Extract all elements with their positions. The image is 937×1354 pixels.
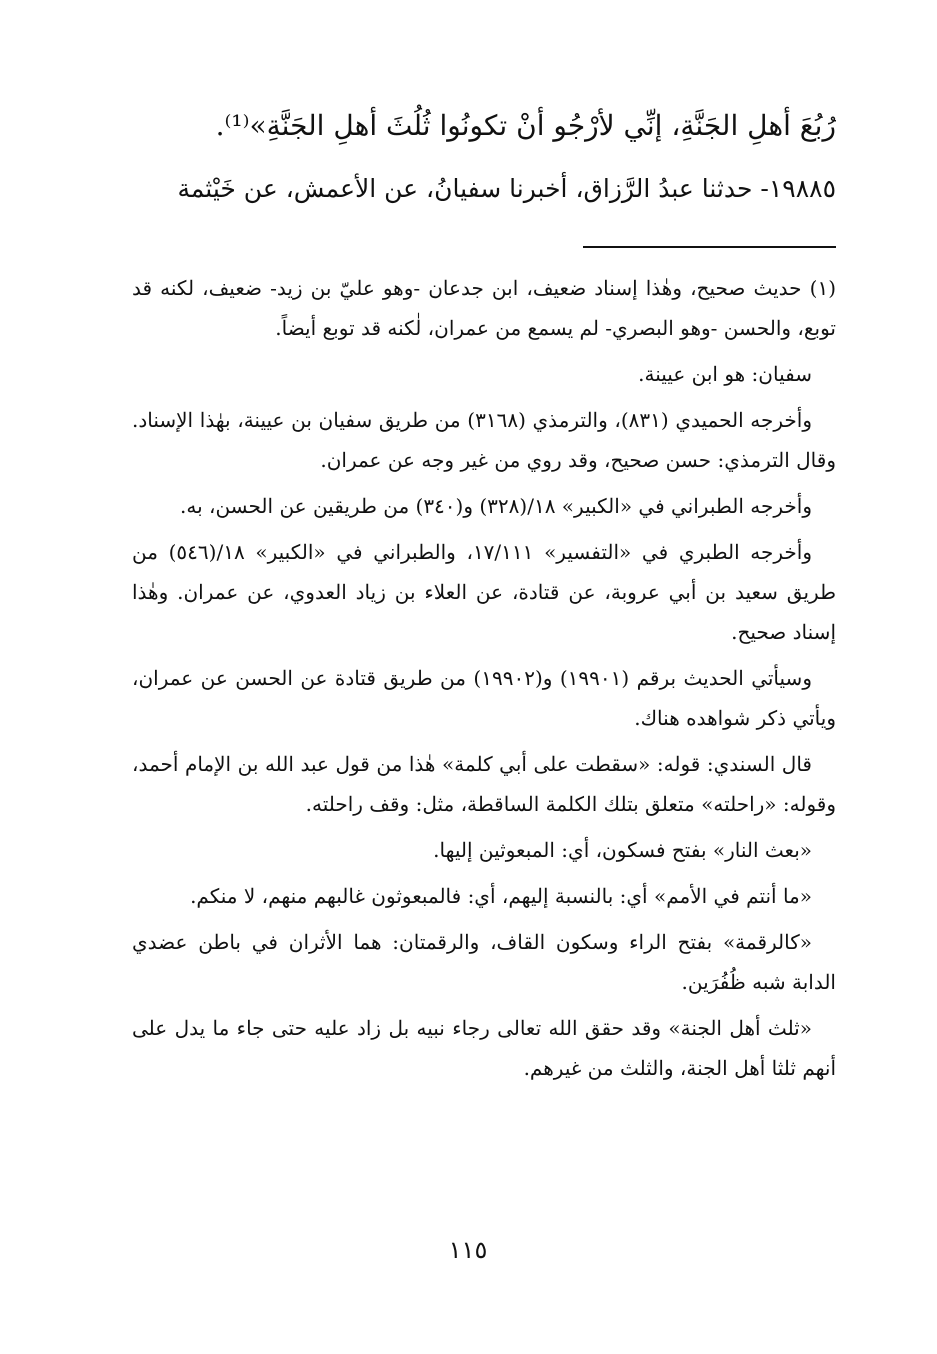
page-number: ١١٥ — [448, 1236, 488, 1264]
footnotes-section — [125, 268, 836, 1094]
footnote-paragraph-8: «بعث النار» بفتح فسكون، أي: المبعوثين إليها. — [433, 838, 812, 862]
main-text-line-1: رُبُعَ أهلِ الجَنَّةِ، إنِّي لأرْجُو أنْ تكونُوا ثُلُثَ أهلِ الجَنَّةِ»⁽¹⁾. — [215, 109, 836, 142]
footnote-paragraph-10: «كالرقمة» بفتح الراء وسكون القاف، والرقمتان: هما الأثران في باطن عضدي الدابة شبه ظُفُرَين. — [125, 930, 836, 994]
footnote-paragraph-7: قال السندي: قوله: «سقطت على أبي كلمة» هٰذا من قول عبد الله بن الإمام أحمد، وقوله: «راحلته» متعلق بتلك الكلمة الساقطة، مثل: وقف راحلته. — [125, 752, 836, 816]
footnote-paragraph-5: وأخرجه الطبري في «التفسير» ١٧/١١١، والطبراني في «الكبير» ١٨/(٥٤٦) من طريق سعيد بن أبي عروبة، عن قتادة، عن العلاء بن زياد العدوي، عن عمران. وهٰذا إسناد صحيح. — [125, 540, 836, 644]
footnote-paragraph-2: سفيان: هو ابن عيينة. — [638, 362, 812, 386]
footnote-paragraph-6: وسيأتي الحديث برقم (١٩٩٠١) و(١٩٩٠٢) من طريق قتادة عن الحسن عن عمران، ويأتي ذكر شواهده هناك. — [125, 666, 836, 730]
footnote-divider — [583, 246, 836, 248]
footnote-paragraph-9: «ما أنتم في الأمم» أي: بالنسبة إليهم، أي: فالمبعوثون غالبهم منهم، لا منكم. — [190, 884, 812, 908]
footnote-paragraph-3: وأخرجه الحميدي (٨٣١)، والترمذي (٣١٦٨) من طريق سفيان بن عيينة، بهٰذا الإسناد. وقال الترمذي: حسن صحيح، وقد روي من غير وجه عن عمران. — [125, 408, 836, 472]
footnote-paragraph-1: (١) حديث صحيح، وهٰذا إسناد ضعيف، ابن جدعان -وهو عليّ بن زيد- ضعيف، لكنه قد توبع، والحسن -وهو البصري- لم يسمع من عمران، لٰكنه قد توبع أيضاً. — [125, 276, 836, 340]
footnote-paragraph-11: «ثلث أهل الجنة» وقد حقق الله تعالى رجاء نبيه بل زاد عليه حتى جاء ما يدل على أنهم ثلثا أهل الجنة، والثلث من غيرهم. — [125, 1016, 836, 1080]
main-text-line-2: ١٩٨٨٥- حدثنا عبدُ الرَّزاق، أخبرنا سفيانُ، عن الأعمش، عن خَيْثمة — [177, 174, 836, 203]
footnote-paragraph-4: وأخرجه الطبراني في «الكبير» ١٨/(٣٢٨) و(٣٤٠) من طريقين عن الحسن، به. — [180, 494, 812, 518]
